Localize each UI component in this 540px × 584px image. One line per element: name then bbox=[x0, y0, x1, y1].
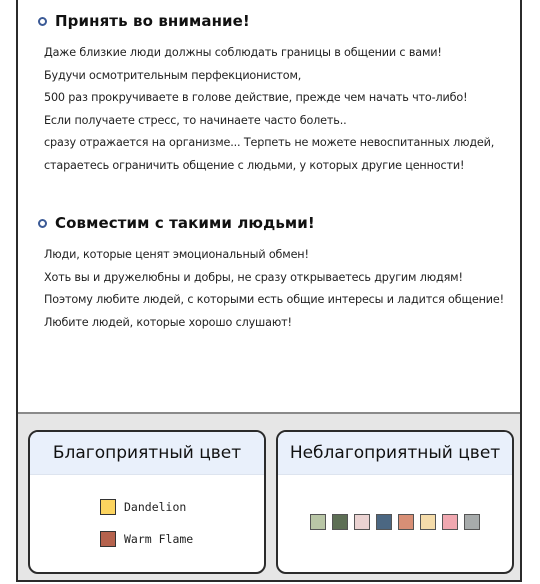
section-header bbox=[38, 10, 510, 32]
section-header bbox=[38, 212, 510, 234]
unfavorable-color-card bbox=[276, 430, 514, 574]
color-swatch bbox=[100, 531, 116, 547]
section-text bbox=[38, 42, 510, 178]
text-line: Даже близкие люди должны соблюдать границы в общении с вами! bbox=[44, 46, 442, 59]
unfavorable-color-swatches bbox=[278, 514, 512, 530]
color-swatch bbox=[420, 514, 436, 530]
color-swatch bbox=[464, 514, 480, 530]
section-text bbox=[38, 244, 510, 334]
color-swatch bbox=[100, 499, 116, 515]
favorable-color-item bbox=[100, 498, 193, 516]
section-consider bbox=[38, 10, 510, 178]
text-line: Поэтому любите людей, с которыми есть общие интересы и ладится общение! bbox=[44, 293, 504, 307]
result-panel bbox=[16, 0, 522, 582]
text-line: 500 раз прокручиваете в голове действие, прежде чем начать что-либо! bbox=[44, 91, 468, 105]
favorable-color-card bbox=[28, 430, 266, 574]
color-swatch bbox=[310, 514, 326, 530]
text-line: Если получаете стресс, то начинаете часто болеть.. bbox=[44, 113, 347, 127]
text-line: Люди, которые ценят эмоциональный обмен! bbox=[44, 248, 309, 261]
color-swatch bbox=[376, 514, 392, 530]
color-cards-area bbox=[18, 412, 520, 580]
text-line: стараетесь ограничить общение с людьми, у которых другие ценности! bbox=[44, 158, 465, 172]
text-line: Хоть вы и дружелюбны и добры, не сразу открываетесь другим людям! bbox=[44, 270, 463, 284]
color-swatch bbox=[442, 514, 458, 530]
circle-bullet-icon bbox=[38, 17, 47, 26]
text-line: Любите людей, которые хорошо слушают! bbox=[44, 315, 292, 329]
section-title: Принять во внимание! bbox=[55, 12, 250, 30]
favorable-color-list bbox=[100, 498, 193, 562]
text-line: сразу отражается на организме... Терпеть не можете невоспитанных людей, bbox=[44, 136, 495, 150]
card-title: Неблагоприятный цвет bbox=[278, 432, 512, 475]
text-line: Будучи осмотрительным перфекционистом, bbox=[44, 68, 302, 82]
section-title: Совместим с такими людьми! bbox=[55, 214, 315, 232]
color-name: Warm Flame bbox=[124, 532, 194, 546]
content-area bbox=[18, 0, 520, 412]
color-swatch bbox=[332, 514, 348, 530]
card-title: Благоприятный цвет bbox=[30, 432, 264, 475]
circle-bullet-icon bbox=[38, 219, 47, 228]
favorable-color-item bbox=[100, 530, 193, 548]
color-name: Dandelion bbox=[124, 500, 187, 514]
color-swatch bbox=[398, 514, 414, 530]
color-swatch bbox=[354, 514, 370, 530]
section-compatible bbox=[38, 212, 510, 334]
